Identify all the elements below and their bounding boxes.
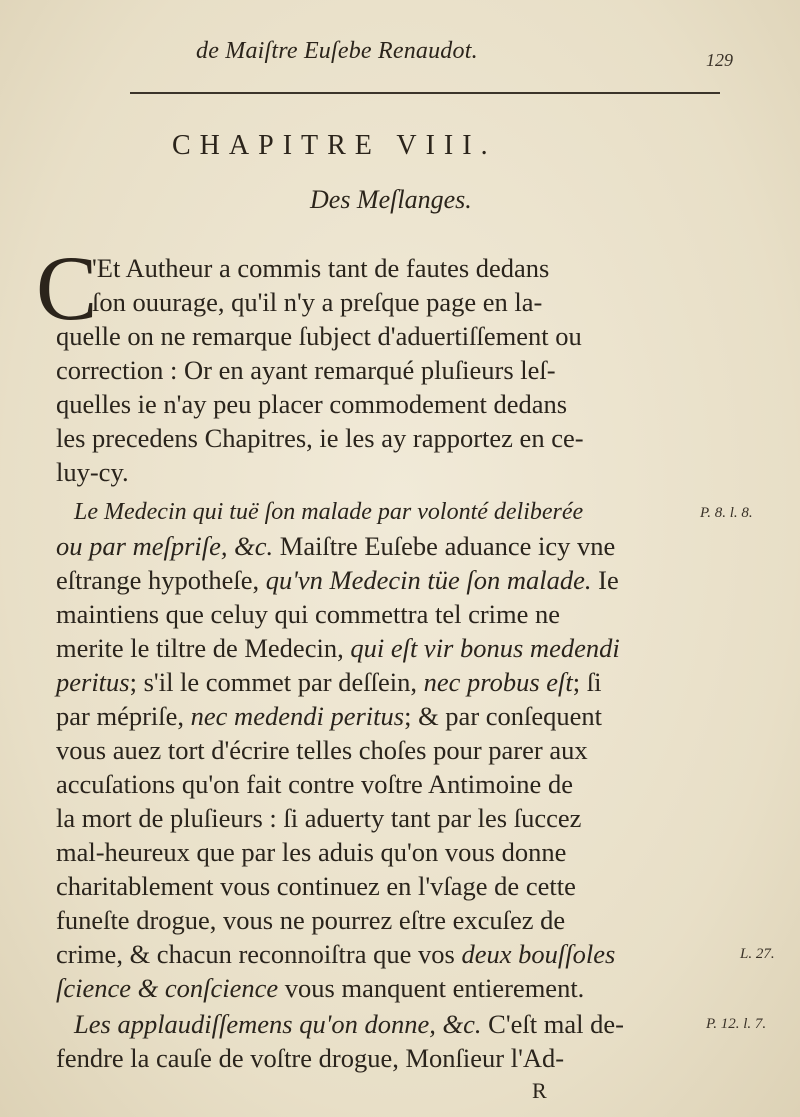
text-line: charitablement vous continuez en l'vſage de cette	[56, 871, 576, 901]
text-line: vous auez tort d'écrire telles choſes pour parer aux	[56, 735, 588, 765]
drop-cap: C	[36, 237, 98, 339]
text-line: Les applaudiſſemens qu'on donne, &c. C'eſt mal de-	[74, 1009, 624, 1039]
text-line: par mépriſe, nec medendi peritus; & par conſequent	[56, 701, 603, 731]
text-line: funeſte drogue, vous ne pourrez eſtre excuſez de	[56, 905, 566, 935]
text-line: maintiens que celuy qui commettra tel crime ne	[56, 599, 561, 629]
italic-phrase: qu'vn Medecin tüe ſon malade.	[265, 565, 592, 595]
text-line: ſon ouurage, qu'il n'y a preſque page en la-	[92, 287, 543, 317]
running-head: de Maiſtre Euſebe Renaudot.	[196, 38, 478, 64]
page-number: 129	[706, 50, 733, 70]
margin-note: P. 8. l. 8.	[700, 505, 753, 521]
text-line: la mort de pluſieurs : ſi aduerty tant par les ſuccez	[56, 803, 582, 833]
italic-phrase: Les applaudiſſemens qu'on donne, &c.	[74, 1009, 482, 1039]
italic-phrase: qui eſt vir bonus medendi	[350, 633, 620, 663]
italic-phrase: nec probus eſt	[423, 667, 573, 697]
italic-phrase: deux bouſſoles	[461, 939, 616, 969]
italic-phrase: ſcience & conſcience	[56, 973, 279, 1003]
text-line: eſtrange hypotheſe, qu'vn Medecin tüe ſon malade. Ie	[56, 565, 619, 595]
catchword: R	[532, 1078, 547, 1103]
text-line: ou par meſpriſe, &c. Maiſtre Euſebe aduance icy vne	[56, 531, 616, 561]
text-line: quelle on ne remarque ſubject d'aduertiſſement ou	[56, 321, 582, 351]
margin-note: L. 27.	[740, 946, 775, 962]
italic-phrase: peritus	[56, 667, 130, 697]
text-line: correction : Or en ayant remarqué pluſieurs leſ-	[56, 355, 556, 385]
text-line: les precedens Chapitres, ie les ay rapportez en ce-	[56, 423, 584, 453]
header-rule	[130, 92, 720, 94]
chapter-title: CHAPITRE VIII.	[172, 130, 497, 161]
text-line: luy-cy.	[56, 457, 129, 487]
margin-note: P. 12. l. 7.	[706, 1016, 767, 1032]
text-line: crime, & chacun reconnoiſtra que vos deux bouſſoles	[56, 939, 616, 969]
text-line: 'Et Autheur a commis tant de fautes dedans	[92, 253, 550, 283]
italic-phrase: nec medendi peritus	[190, 701, 405, 731]
text-line: mal-heureux que par les aduis qu'on vous donne	[56, 837, 567, 867]
text-line: fendre la cauſe de voſtre drogue, Monſieur l'Ad-	[56, 1043, 565, 1073]
text-line	[74, 496, 583, 528]
text-line: accuſations qu'on fait contre voſtre Antimoine de	[56, 769, 573, 799]
italic-phrase: ou par meſpriſe, &c.	[56, 531, 274, 561]
text-line: quelles ie n'ay peu placer commodement dedans	[56, 389, 568, 419]
text-line: merite le tiltre de Medecin, qui eſt vir bonus medendi	[56, 633, 620, 663]
text-line: ſcience & conſcience vous manquent entierement.	[56, 973, 585, 1003]
section-title: Des Meſlanges.	[310, 185, 472, 214]
text-line: peritus; s'il le commet par deſſein, nec probus eſt; ſi	[56, 667, 602, 697]
italic-phrase: Le Medecin qui tuë ſon malade par volonté deliberée	[74, 499, 584, 525]
